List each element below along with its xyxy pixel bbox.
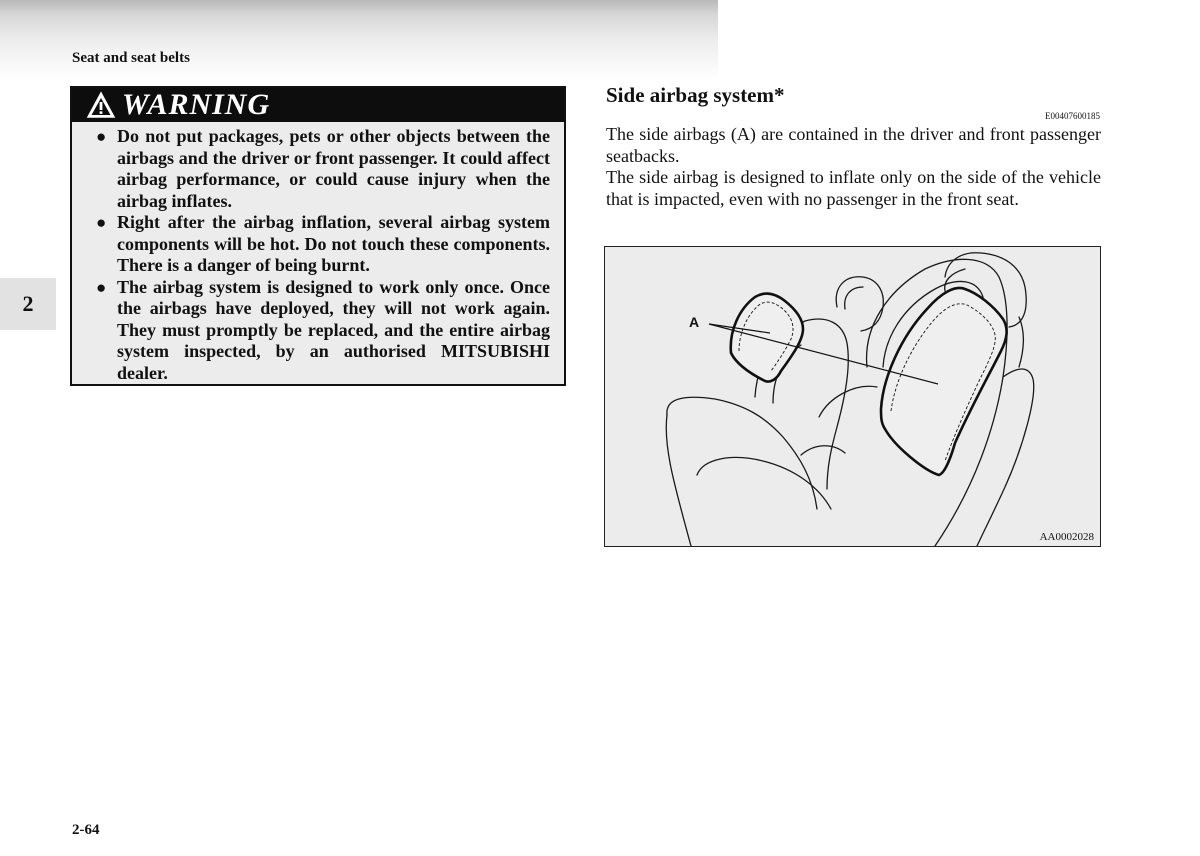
body-paragraph: The side airbags (A) are contained in the driver and front passenger seatbacks. [606,124,1101,166]
bullet-icon: ● [96,213,107,232]
document-code: E00407600185 [1045,111,1100,121]
section-title: Seat and seat belts [72,50,190,66]
warning-item-text: The airbag system is designed to work only once. Once the airbags have deployed, they will not work again. They must promptly be replaced, and the entire airbag system inspected, by an authorised MITSUBISHI dealer. [117,276,550,383]
warning-triangle-icon [86,91,116,119]
warning-item [96,212,550,277]
chapter-tab: 2 [0,278,56,330]
warning-list [72,122,564,384]
figure-code: AA0002028 [1039,531,1094,543]
body-paragraph: The side airbag is designed to inflate only on the side of the vehicle that is impacted, even with no passenger in the front seat. [606,167,1101,209]
page-number: 2-64 [72,822,100,838]
warning-item-text: Right after the airbag inflation, several airbag system components will be hot. Do not touch these components. There is a danger of being burnt. [117,212,550,275]
warning-title: WARNING [122,88,271,121]
warning-item [96,126,550,212]
header-band [0,0,718,80]
side-airbag-body [606,124,1101,210]
bullet-icon: ● [96,277,107,297]
warning-item [96,277,550,385]
side-airbag-title: Side airbag system* [606,83,785,107]
warning-item-text: Do not put packages, pets or other objects between the airbags and the driver or front passenger. It could affect airbag performance, or could cause injury when the airbag inflates. [117,126,550,211]
bullet-icon: ● [96,127,107,146]
seat-illustration [605,247,1100,546]
airbag-label-a: A [689,314,700,330]
warning-box [70,86,566,386]
seat-airbag-figure [604,246,1101,547]
warning-header [72,88,564,122]
